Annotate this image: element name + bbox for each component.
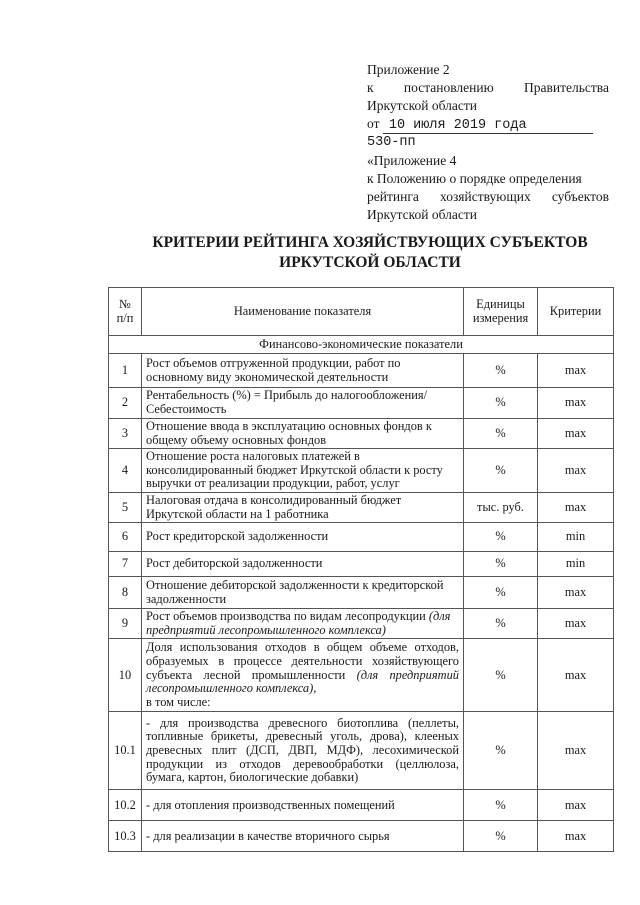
- row-number: 10.1: [109, 712, 142, 790]
- table-header: [109, 288, 614, 336]
- indicator-name: - для реализации в качестве вторичного сырья: [146, 828, 390, 843]
- row-number: 10.3: [109, 821, 142, 852]
- row-name: [142, 354, 464, 388]
- indicator-name: - для отопления производственных помещений: [146, 797, 395, 812]
- table-row: [109, 419, 614, 449]
- row-criteria: max: [538, 790, 614, 821]
- row-criteria: max: [538, 577, 614, 609]
- table-row: [109, 639, 614, 712]
- title-line: КРИТЕРИИ РЕЙТИНГА ХОЗЯЙСТВУЮЩИХ СУБЪЕКТОВ: [152, 234, 588, 251]
- text: Правительства: [524, 80, 609, 95]
- table-row: [109, 449, 614, 493]
- indicator-name: Рост дебиторской задолженности: [146, 556, 323, 571]
- row-criteria: max: [538, 712, 614, 790]
- row-name: [142, 577, 464, 609]
- row-number: 2: [109, 388, 142, 419]
- indicator-note: (для предприятий лесопромышленного комплекса): [146, 667, 459, 696]
- indicator-name: Отношение роста налоговых платежей в консолидированный бюджет Иркутской области к росту выручки от реализации продукции, работ, услуг: [146, 449, 443, 491]
- table-row: [109, 354, 614, 388]
- row-name: [142, 552, 464, 577]
- indicator-name: Рост объемов производства по видам лесопродукции: [146, 609, 426, 624]
- table-row: [109, 388, 614, 419]
- row-number: 3: [109, 419, 142, 449]
- table-row: [109, 523, 614, 552]
- row-units: %: [464, 523, 538, 552]
- row-number: 1: [109, 354, 142, 388]
- row-name: [142, 712, 464, 790]
- row-criteria: min: [538, 523, 614, 552]
- header-name: Наименование показателя: [142, 288, 464, 336]
- row-number: 10.2: [109, 790, 142, 821]
- indicator-including: в том числе:: [146, 694, 211, 709]
- section-row: [109, 336, 614, 354]
- row-number: 6: [109, 523, 142, 552]
- table-row: [109, 577, 614, 609]
- row-units: %: [464, 419, 538, 449]
- date-prefix: от: [367, 116, 380, 131]
- row-units: тыс. руб.: [464, 492, 538, 522]
- row-criteria: max: [538, 639, 614, 712]
- row-criteria: max: [538, 449, 614, 493]
- text: постановлению: [403, 80, 494, 95]
- table-row: [109, 712, 614, 790]
- row-name: [142, 790, 464, 821]
- header-num: № п/п: [109, 288, 142, 336]
- row-units: %: [464, 712, 538, 790]
- indicator-name: Отношение дебиторской задолженности к кредиторской задолженности: [146, 578, 444, 606]
- row-number: 4: [109, 449, 142, 493]
- table-row: [109, 492, 614, 522]
- indicator-name: Налоговая отдача в консолидированный бюджет Иркутской области на 1 работника: [146, 492, 402, 521]
- row-units: %: [464, 609, 538, 639]
- table-row: [109, 552, 614, 577]
- row-name: [142, 821, 464, 852]
- row-units: %: [464, 790, 538, 821]
- row-number: 5: [109, 492, 142, 522]
- row-name: [142, 388, 464, 419]
- indicator-name: - для производства древесного биотоплива (пеллеты, топливные брикеты, древесный уголь, дрова), клееных древесных плит (ДСП, ДВП, МДФ), лесохимической продукции из отходов деревообработки (целлюлоза, бумага, картон, биологические добавки): [146, 715, 459, 785]
- row-criteria: max: [538, 492, 614, 522]
- row-criteria: max: [538, 354, 614, 388]
- row-units: %: [464, 639, 538, 712]
- row-criteria: max: [538, 821, 614, 852]
- row-criteria: max: [538, 609, 614, 639]
- document-title: [140, 233, 600, 273]
- row-name: [142, 523, 464, 552]
- table-row: [109, 790, 614, 821]
- row-number: 7: [109, 552, 142, 577]
- appendix-number: Приложение 2: [367, 62, 450, 77]
- title-line: ИРКУТСКОЙ ОБЛАСТИ: [279, 254, 461, 271]
- row-criteria: max: [538, 388, 614, 419]
- row-units: %: [464, 821, 538, 852]
- row-units: %: [464, 449, 538, 493]
- row-criteria: max: [538, 419, 614, 449]
- row-number: 9: [109, 609, 142, 639]
- text: рейтинга хозяйствующих субъектов: [367, 189, 609, 204]
- text: к: [367, 80, 374, 95]
- row-name: [142, 609, 464, 639]
- indicator-name: Рост кредиторской задолженности: [146, 529, 329, 544]
- header-criteria: Критерии: [538, 288, 614, 336]
- row-units: %: [464, 552, 538, 577]
- resolution-line: [367, 79, 609, 97]
- table-row: [109, 821, 614, 852]
- text: к Положению о порядке определения: [367, 171, 582, 186]
- row-units: %: [464, 388, 538, 419]
- indicator-name: Рентабельность (%) = Прибыль до налогообложения/Себестоимость: [146, 388, 428, 416]
- text: Иркутской области: [367, 207, 478, 222]
- indicator-name: Рост объемов отгруженной продукции, работ по основному виду экономической деятельности: [146, 355, 401, 384]
- row-number: 8: [109, 577, 142, 609]
- row-name: [142, 639, 464, 712]
- date-line: [367, 115, 609, 134]
- table-row: [109, 609, 614, 639]
- row-name: [142, 449, 464, 493]
- criteria-table: [108, 287, 614, 852]
- indicator-tail: ,: [313, 681, 317, 696]
- appendix-ref: «Приложение 4: [367, 153, 457, 168]
- region: Иркутской области: [367, 98, 478, 113]
- resolution-number: 530-пп: [367, 135, 416, 150]
- row-units: %: [464, 577, 538, 609]
- row-name: [142, 492, 464, 522]
- row-units: %: [464, 354, 538, 388]
- appendix-header: [367, 61, 609, 224]
- indicator-name: Отношение ввода в эксплуатацию основных фондов к общему объему основных фондов: [146, 419, 432, 447]
- resolution-date: 10 июля 2019 года: [383, 118, 593, 134]
- indicator-note: (для предприятий лесопромышленного комплекса): [146, 609, 451, 637]
- header-units: Единицы измерения: [464, 288, 538, 336]
- row-criteria: min: [538, 552, 614, 577]
- row-number: 10: [109, 639, 142, 712]
- indicator-name: Доля использования отходов в общем объеме отходов, образуемых в процессе деятельности хозяйствующего субъекта лесной промышленности: [146, 640, 459, 682]
- row-name: [142, 419, 464, 449]
- section-title: Финансово-экономические показатели: [109, 336, 614, 354]
